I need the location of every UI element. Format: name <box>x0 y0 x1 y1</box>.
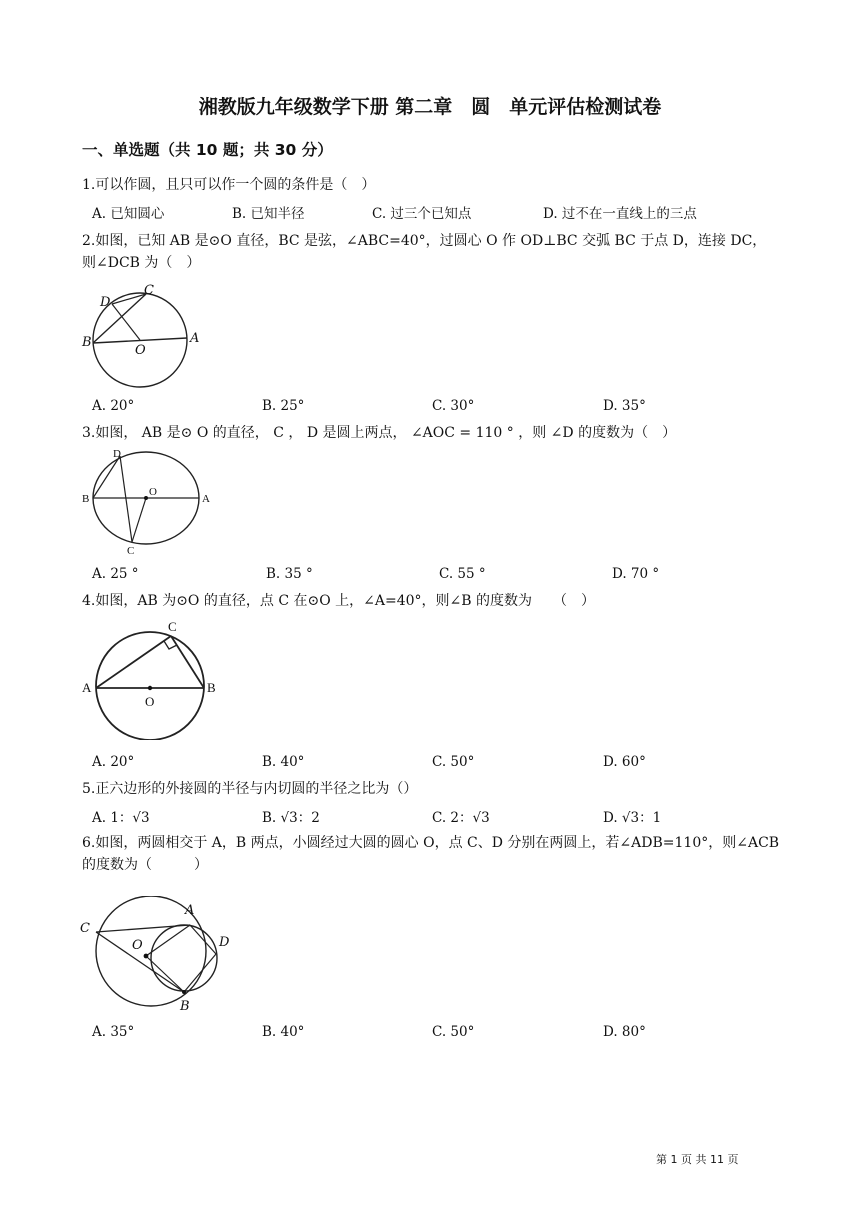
q3-label-b: B <box>82 493 90 505</box>
q6-option-a: A. 35° <box>92 1024 135 1040</box>
q2-option-a: A. 20° <box>92 398 135 414</box>
question-1: 1.可以作圆，且只可以作一个圆的条件是（ ） <box>82 177 376 193</box>
q2-option-d: D. 35° <box>603 398 646 414</box>
q4-label-o: O <box>145 694 155 709</box>
q4-label-b: B <box>207 680 216 695</box>
q4-option-a: A. 20° <box>92 754 135 770</box>
q3-figure <box>80 446 220 558</box>
q4-option-c: C. 50° <box>432 754 475 770</box>
q6-figure <box>76 896 246 1016</box>
question-3: 3.如图， AB 是⊙ O 的直径， C ， D 是圆上两点， ∠AOC = 110 ° ，则 ∠D 的度数为（ ） <box>82 425 677 441</box>
q1-option-a: A. 已知圆心 <box>92 206 165 222</box>
q4-figure <box>80 618 230 740</box>
q2-option-b: B. 25° <box>262 398 305 414</box>
q3-label-a: A <box>202 493 210 505</box>
q6-option-c: C. 50° <box>432 1024 475 1040</box>
q5-option-d: D. √3：1 <box>603 810 662 826</box>
q6-label-c: C <box>80 921 90 936</box>
q6-label-a: A <box>185 903 195 918</box>
q3-option-a: A. 25 ° <box>92 566 139 582</box>
q4-option-d: D. 60° <box>603 754 646 770</box>
q5-option-a: A. 1：√3 <box>92 810 150 826</box>
q5-option-c: C. 2：√3 <box>432 810 490 826</box>
q6-label-d: D <box>219 935 230 950</box>
q2-label-a: A <box>190 331 200 346</box>
q6-label-o: O <box>132 938 143 953</box>
q2-label-d: D <box>100 295 111 310</box>
question-2: 2.如图，已知 AB 是⊙O 直径，BC 是弦，∠ABC=40°，过圆心 O 作 OD⊥BC 交弧 BC 于点 D，连接 DC，则∠DCB 为（ ） <box>82 233 767 271</box>
question-5: 5.正六边形的外接圆的半径与内切圆的半径之比为（） <box>82 781 418 797</box>
q6-option-b: B. 40° <box>262 1024 305 1040</box>
q6-option-d: D. 80° <box>603 1024 646 1040</box>
q6-label-b: B <box>180 999 190 1014</box>
q5-option-b: B. √3：2 <box>262 810 320 826</box>
q2-option-c: C. 30° <box>432 398 475 414</box>
q3-label-c: C <box>127 545 135 557</box>
q3-option-d: D. 70 ° <box>612 566 660 582</box>
q2-figure <box>80 282 210 392</box>
q4-label-c: C <box>168 619 177 634</box>
q3-label-d: D <box>113 448 121 460</box>
q1-option-c: C. 过三个已知点 <box>372 206 472 222</box>
q2-label-b: B <box>82 335 92 350</box>
page-title: 湘教版九年级数学下册 第二章 圆 单元评估检测试卷 <box>198 96 662 118</box>
q1-option-b: B. 已知半径 <box>232 206 305 222</box>
question-6: 6.如图，两圆相交于 A，B 两点，小圆经过大圆的圆心 O，点 C、D 分别在两圆上，若∠ADB=110°，则∠ACB 的度数为（ ） <box>82 835 780 873</box>
q2-label-c: C <box>144 283 154 298</box>
q4-option-b: B. 40° <box>262 754 305 770</box>
q3-option-c: C. 55 ° <box>439 566 486 582</box>
q3-option-b: B. 35 ° <box>266 566 313 582</box>
q3-label-o: O <box>149 486 157 498</box>
question-4: 4.如图，AB 为⊙O 的直径，点 C 在⊙O 上，∠A=40°，则∠B 的度数为 （ ） <box>82 593 595 609</box>
q1-option-d: D. 过不在一直线上的三点 <box>543 206 697 222</box>
page-footer: 第 1 页 共 11 页 <box>656 1153 739 1166</box>
q4-label-a: A <box>82 680 92 695</box>
q2-label-o: O <box>135 343 146 358</box>
section-heading: 一、单选题（共 10 题；共 30 分） <box>82 141 333 159</box>
